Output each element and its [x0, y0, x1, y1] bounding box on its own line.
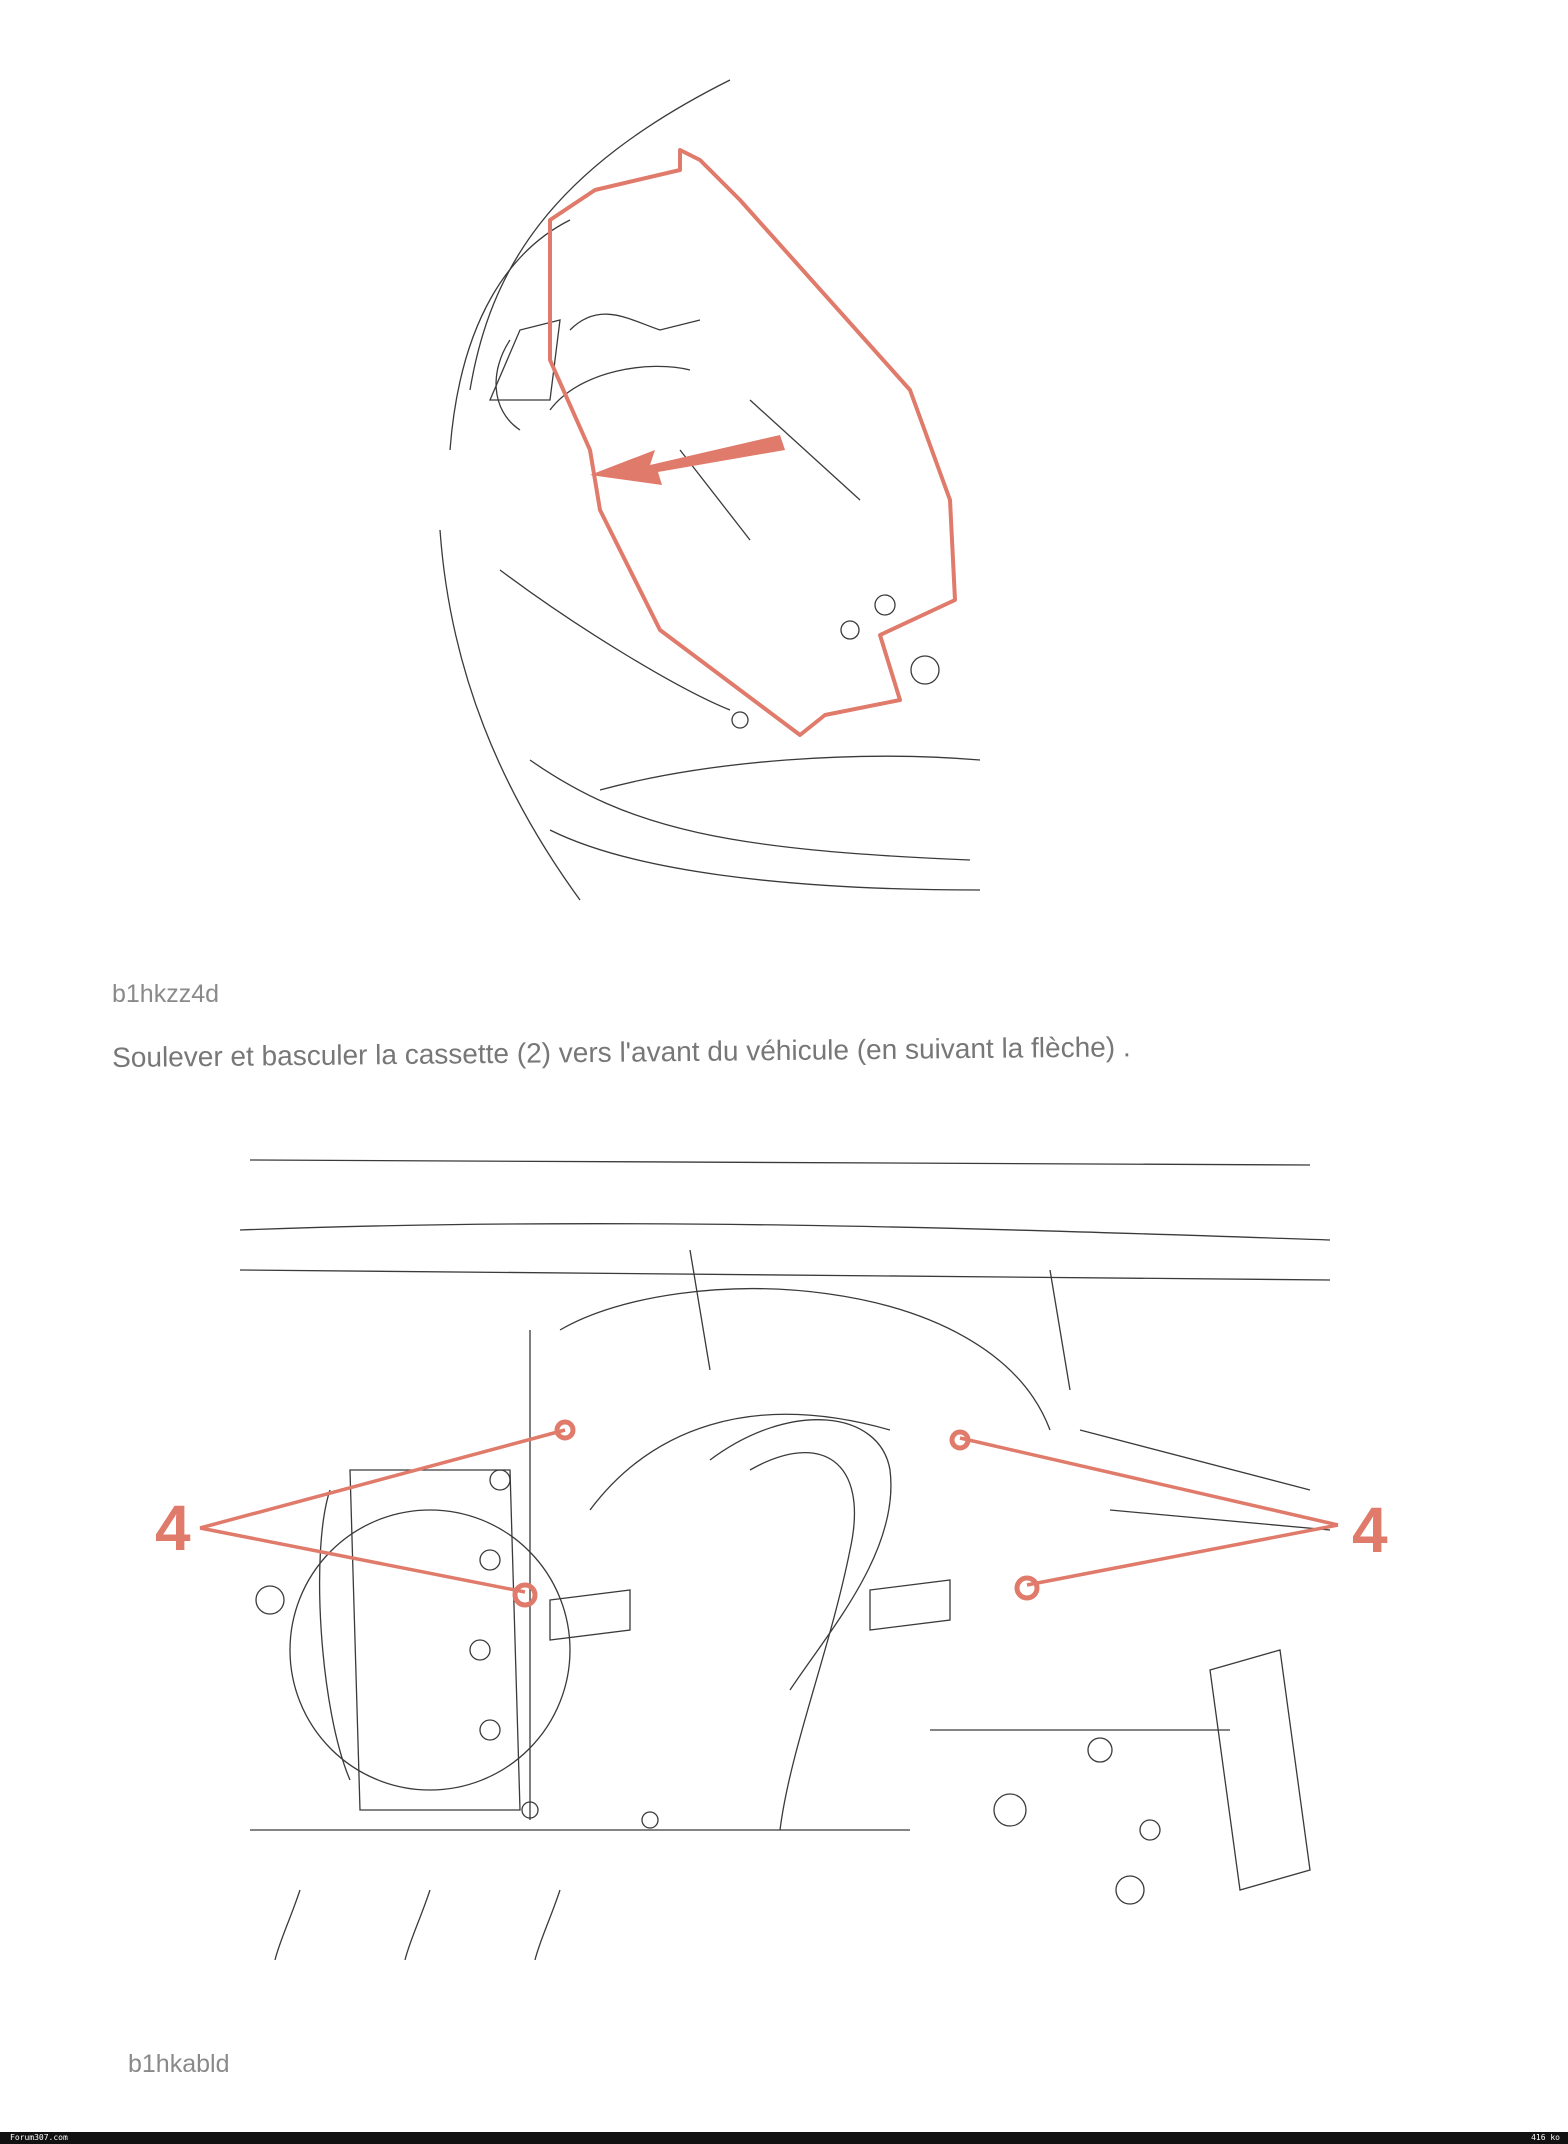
engine-bay-line-art: [440, 80, 980, 900]
figure-code-2: b1hkabld: [128, 2050, 230, 2078]
engine-mount-illustration: [155, 1130, 1390, 1970]
direction-arrow: [590, 435, 785, 485]
figure-code-1: b1hkzz4d: [112, 980, 220, 1008]
footer-bar: [0, 2132, 1568, 2144]
footer-site-name: Forum307.com: [10, 2133, 68, 2142]
instruction-text: Soulever et basculer la cassette (2) vers l'avant du véhicule (en suivant la flèche) .: [112, 1031, 1131, 1073]
engine-line-art: [240, 1160, 1330, 1960]
cassette-illustration: [430, 70, 990, 920]
callout-label-left: 4: [155, 1492, 191, 1564]
footer-file-size: 416 ko: [1531, 2133, 1560, 2142]
callout-left: [155, 1422, 573, 1605]
callout-label-right: 4: [1352, 1494, 1388, 1566]
